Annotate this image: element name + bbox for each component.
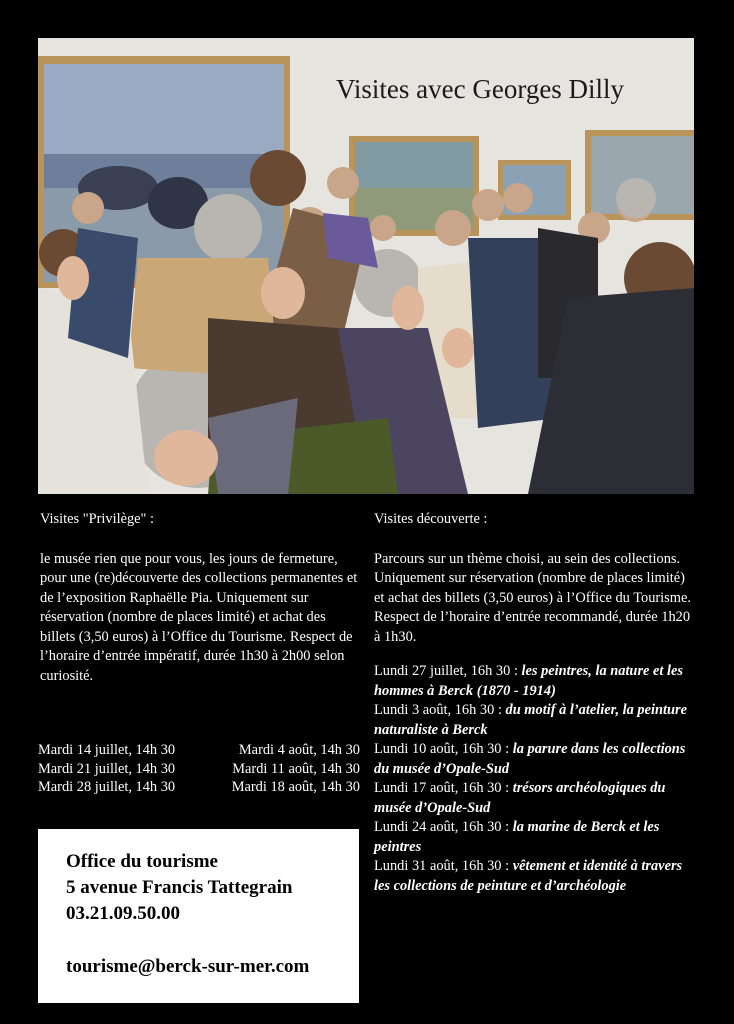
visit-date: Mardi 4 août, 14h 30	[238, 742, 360, 758]
photo-illustration	[38, 38, 694, 494]
visit-date: Mardi 21 juillet, 14h 30	[38, 760, 176, 777]
event-date: Lundi 24 août, 16h 30 :	[374, 819, 513, 835]
event-date: Lundi 27 juillet, 16h 30 :	[374, 663, 522, 679]
event-date: Lundi 10 août, 16h 30 :	[374, 741, 513, 757]
office-email: tourisme@berck-sur-mer.com	[66, 956, 310, 977]
event-item	[374, 857, 696, 896]
date-row	[38, 741, 360, 760]
event-item	[374, 701, 696, 740]
event-date: Lundi 31 août, 16h 30 :	[374, 858, 513, 874]
event-topic: vêtement et identité à travers les collections de peinture et d’archéologie	[374, 858, 683, 894]
decouverte-section	[374, 510, 696, 896]
event-topic: trésors archéologiques du musée d’Opale-Sud	[374, 780, 666, 816]
event-date: Lundi 17 août, 16h 30 :	[374, 780, 513, 796]
visit-date: Mardi 11 août, 14h 30	[232, 760, 360, 777]
visit-date: Mardi 18 août, 14h 30	[231, 779, 360, 795]
office-address: 5 avenue Francis Tattegrain	[66, 877, 293, 898]
privilege-dates	[38, 741, 360, 797]
decouverte-intro-theme: Parcours sur un thème choisi, au sein des collections.	[374, 550, 681, 567]
photo-title: Visites avec Georges Dilly	[336, 74, 625, 104]
office-phone: 03.21.09.50.00	[66, 903, 180, 924]
event-item	[374, 779, 696, 818]
date-row	[38, 778, 360, 797]
date-row	[38, 760, 360, 779]
event-topic: du motif à l’atelier, la peinture naturaliste à Berck	[374, 702, 688, 738]
event-item	[374, 740, 696, 779]
privilege-description: le musée rien que pour vous, les jours de fermeture, pour une (re)découverte des collections permanentes et de l’exposition Raphaëlle Pia. Uniquement sur réservation (nombre de places limité) et achat des billets (3,50 euros) à l’Office du Tourisme. Respect de l’horaire d’entrée impératif, durée 1h30 à 2h00 selon curiosité.	[40, 550, 358, 684]
decouverte-intro	[374, 550, 696, 648]
decouverte-events	[374, 662, 696, 896]
event-topic: les peintres, la nature et les hommes à Berck (1870 - 1914)	[374, 663, 683, 699]
privilege-section	[40, 510, 362, 686]
event-date: Lundi 3 août, 16h 30 :	[374, 702, 506, 718]
event-item	[374, 662, 696, 701]
decouverte-intro-booking: Uniquement sur réservation (nombre de places limité) et achat des billets (3,50 euros) à l’Office du Tourisme. Respect de l’horaire d’entrée recommandé, durée 1h20 à 1h30.	[374, 570, 691, 645]
event-item	[374, 818, 696, 857]
tourism-office-box	[38, 829, 359, 1003]
office-name: Office du tourisme	[66, 851, 218, 872]
event-topic: la parure dans les collections du musée d’Opale-Sud	[374, 741, 686, 777]
event-topic: la marine de Berck et les peintres	[374, 819, 660, 855]
visit-date: Mardi 14 juillet, 14h 30	[38, 742, 176, 758]
privilege-heading: Visites "Privilège" :	[40, 511, 155, 527]
visit-date: Mardi 28 juillet, 14h 30	[38, 779, 176, 795]
museum-visit-photo	[38, 38, 694, 494]
decouverte-heading: Visites découverte :	[374, 511, 488, 527]
